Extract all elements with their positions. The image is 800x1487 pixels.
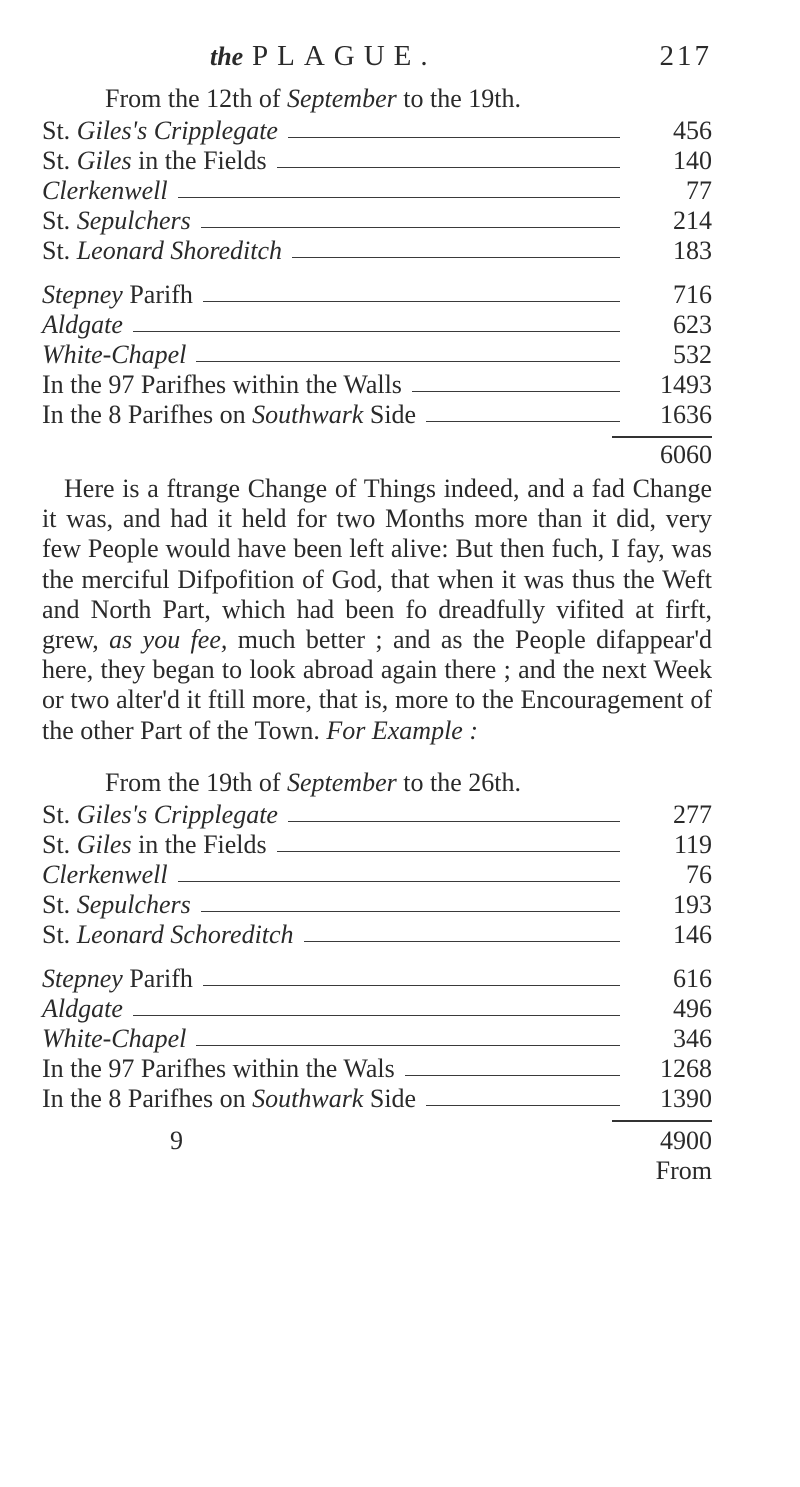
burial-count: 76 (686, 859, 712, 889)
parish-name (42, 370, 402, 400)
table-1-heading (105, 84, 712, 114)
table-row (42, 146, 712, 176)
parish-name (42, 116, 278, 146)
bill-of-mortality-table-1 (42, 84, 712, 472)
parish-name-post: Parifh (129, 280, 193, 309)
table-row (42, 964, 712, 994)
leader-dash (288, 821, 620, 822)
burial-count: 146 (673, 919, 712, 949)
table-row (42, 1024, 712, 1054)
parish-name (42, 176, 168, 206)
running-head-prefix: the (210, 42, 244, 71)
table-1-heading-post: to the 19th. (403, 84, 521, 113)
leader-dash (133, 331, 620, 332)
leader-dash (426, 421, 620, 422)
leader-dash (288, 137, 620, 138)
table-row (42, 994, 712, 1024)
burial-count: 1268 (660, 1053, 712, 1083)
book-page (42, 40, 712, 1186)
table-section-gap (42, 266, 712, 280)
table-row (42, 1084, 712, 1114)
burial-count: 496 (673, 993, 712, 1023)
page-number: 217 (659, 40, 712, 72)
paragraph-italic-2: For Example : (326, 715, 478, 745)
table-row (42, 236, 712, 266)
leader-dash (292, 257, 620, 258)
leader-dash (426, 1105, 620, 1106)
parish-name-name: Giles's Cripplegate (76, 116, 278, 145)
table-row (42, 116, 712, 146)
parish-name (42, 340, 186, 370)
parish-name (42, 860, 168, 890)
parish-name (42, 206, 191, 236)
parish-name-post: Parifh (129, 963, 193, 993)
table-row (42, 400, 712, 430)
parish-name-name: Leonard Schoreditch (76, 919, 294, 949)
parish-name-pre: St. (42, 889, 71, 919)
parish-name (42, 994, 123, 1024)
table-1-total: 6060 (660, 440, 712, 469)
burial-count: 1636 (660, 400, 712, 429)
parish-name-name: Clerkenwell (42, 176, 168, 205)
parish-name-pre: St. (42, 206, 71, 235)
burial-count: 214 (673, 206, 712, 235)
table-row (42, 800, 712, 830)
table-2-heading-pre: From the 19th of (105, 767, 281, 797)
parish-name-name: Giles (76, 146, 132, 175)
burial-count: 716 (673, 280, 712, 309)
parish-name (42, 310, 123, 340)
parish-name-pre: St. (42, 919, 71, 949)
leader-dash (178, 197, 620, 198)
parish-name (42, 890, 191, 920)
parish-name (42, 280, 193, 310)
parish-name-pre: St. (42, 799, 71, 829)
parish-name (42, 1054, 395, 1084)
paragraph-text-2: much better ; and as the People difappear'd here, they began to look abroad again there ; and the next Week or two alter'd it ftill more, that is, more to the Encouragement of the other Part of the Town. (42, 625, 713, 745)
leader-dash (405, 1075, 620, 1076)
parish-name-pre: In the 8 Parifhes on (42, 1083, 246, 1113)
parish-name-name: Aldgate (42, 310, 123, 339)
burial-count: 1390 (660, 1083, 712, 1113)
paragraph-italic-1: as you fee, (109, 625, 228, 655)
parish-name (42, 800, 278, 830)
table-1-rows (42, 116, 712, 430)
table-2-heading-month: September (287, 767, 397, 797)
parish-name (42, 1084, 416, 1114)
leader-dash (201, 227, 620, 228)
table-2-heading-post: to the 26th. (403, 767, 521, 797)
leader-dash (277, 851, 620, 852)
leader-dash (304, 941, 620, 942)
body-paragraph (42, 474, 712, 746)
parish-name-name: Clerkenwell (42, 859, 168, 889)
parish-name-post: Side (369, 400, 417, 429)
parish-name-pre: St. (42, 146, 71, 175)
parish-name (42, 830, 267, 860)
burial-count: 119 (673, 829, 712, 859)
burial-count: 623 (673, 310, 712, 339)
burial-count: 77 (686, 176, 712, 205)
table-row (42, 310, 712, 340)
parish-name-name: Sepulchers (76, 206, 191, 235)
table-row (42, 890, 712, 920)
burial-count: 140 (673, 146, 712, 175)
parish-name-name: Sepulchers (76, 889, 191, 919)
parish-name-name: Stepney (42, 280, 123, 309)
parish-name-post: Side (369, 1083, 417, 1113)
parish-name (42, 146, 267, 176)
table-row (42, 830, 712, 860)
table-row (42, 370, 712, 400)
parish-name-name: Aldgate (42, 993, 123, 1023)
parish-name (42, 920, 294, 950)
table-section-gap (42, 950, 712, 964)
burial-count: 183 (673, 236, 712, 265)
parish-name-pre: St. (42, 116, 71, 145)
table-2-total: 4900 (660, 1125, 712, 1155)
parish-name-post: in the Fields (138, 829, 267, 859)
table-row (42, 206, 712, 236)
running-head-title: PLAGUE. (252, 40, 437, 72)
table-1-heading-pre: From the 12th of (105, 84, 281, 113)
table-2-total-rule (612, 1120, 712, 1122)
signature-mark: 9 (170, 1125, 183, 1155)
parish-name-name: White-Chapel (42, 1023, 187, 1053)
burial-count: 193 (673, 889, 712, 919)
table-row (42, 176, 712, 206)
leader-dash (196, 1045, 620, 1046)
table-row (42, 1054, 712, 1084)
parish-name-name: Stepney (42, 963, 123, 993)
parish-name-pre: In the 97 Parifhes within the Wals (42, 1053, 395, 1083)
table-2-heading (105, 768, 712, 798)
parish-name-name: Leonard Shoreditch (76, 236, 283, 265)
parish-name-pre: In the 8 Parifhes on (42, 400, 246, 429)
parish-name (42, 236, 282, 266)
parish-name-name: Southwark (252, 400, 364, 429)
burial-count: 277 (673, 799, 712, 829)
paragraph-text-1: Here is a ftrange Change of Things indeed, and a fad Change it was, and had it held for two Months more than it did, very few People would have been left alive: But then fuch, I fay, was the merciful Difpofition of God, that when it was thus the Weft and North Part, which had been fo dreadfully vifited at firft, grew, (42, 474, 712, 655)
burial-count: 532 (673, 340, 712, 369)
parish-name-name: Giles's Cripplegate (76, 799, 278, 829)
burial-count: 456 (673, 116, 712, 145)
burial-count: 1493 (660, 370, 712, 399)
table-row (42, 340, 712, 370)
table-row (42, 860, 712, 890)
parish-name-pre: In the 97 Parifhes within the Walls (42, 370, 402, 399)
parish-name-pre: St. (42, 236, 71, 265)
leader-dash (133, 1015, 620, 1016)
parish-name-post: in the Fields (138, 146, 267, 175)
burial-count: 346 (673, 1023, 712, 1053)
running-head (42, 40, 712, 84)
parish-name (42, 1024, 186, 1054)
leader-dash (203, 301, 620, 302)
table-1-heading-month: September (287, 84, 397, 113)
leader-dash (277, 167, 620, 168)
leader-dash (203, 985, 620, 986)
table-row (42, 280, 712, 310)
parish-name (42, 400, 416, 430)
parish-name-name: White-Chapel (42, 340, 187, 369)
parish-name-pre: St. (42, 829, 71, 859)
catchword: From (655, 1155, 712, 1185)
burial-count: 616 (673, 963, 712, 993)
table-row (42, 920, 712, 950)
leader-dash (196, 361, 620, 362)
table-2-rows (42, 800, 712, 1114)
page-footer (42, 1126, 712, 1186)
bill-of-mortality-table-2 (42, 768, 712, 1122)
parish-name (42, 964, 193, 994)
parish-name-name: Giles (76, 829, 132, 859)
leader-dash (412, 391, 620, 392)
parish-name-name: Southwark (252, 1083, 364, 1113)
leader-dash (178, 881, 620, 882)
leader-dash (201, 911, 620, 912)
